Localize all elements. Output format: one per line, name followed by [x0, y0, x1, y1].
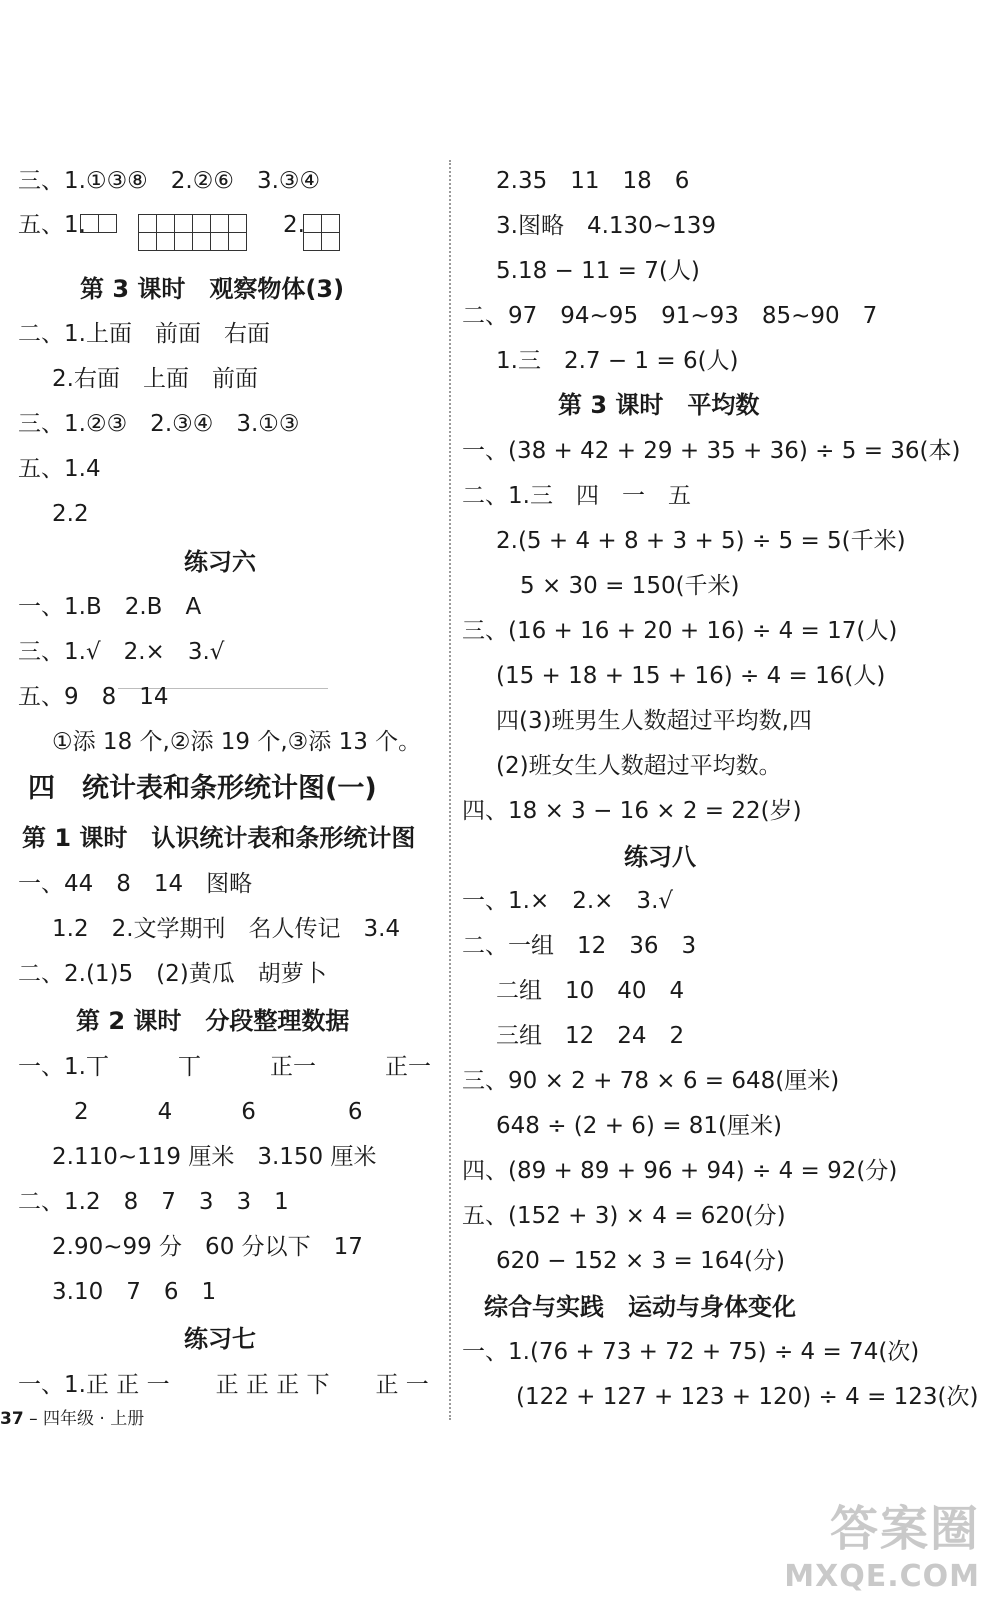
answer-line: 五、(152 + 3) × 4 = 620(分)	[462, 1203, 786, 1229]
answer-line: 三、1.②③ 2.③④ 3.①③	[18, 411, 300, 437]
watermark	[784, 1490, 980, 1594]
lesson-title: 第 1 课时 认识统计表和条形统计图	[22, 824, 416, 852]
answer-line: 2 4 6 6	[74, 1099, 363, 1125]
answer-line: 四、(89 + 89 + 96 + 94) ÷ 4 = 92(分)	[462, 1158, 898, 1184]
answer-line: 2.90~99 分 60 分以下 17	[52, 1234, 363, 1260]
answer-line: 一、1.B 2.B A	[18, 594, 202, 620]
answer-line: 二、一组 12 36 3	[462, 933, 697, 959]
answer-label: 五、1.	[18, 212, 86, 238]
column-divider	[449, 160, 451, 1420]
answer-line: 一、(38 + 42 + 29 + 35 + 36) ÷ 5 = 36(本)	[462, 438, 961, 464]
book-grade: 四年级 · 上册	[42, 1409, 145, 1429]
lesson-title: 第 3 课时 观察物体(3)	[80, 275, 345, 303]
answer-line: 3.图略 4.130~139	[496, 213, 716, 239]
answer-line: (122 + 127 + 123 + 120) ÷ 4 = 123(次)	[516, 1384, 979, 1410]
answer-line: 2.110~119 厘米 3.150 厘米	[52, 1144, 377, 1170]
answer-line: 三、90 × 2 + 78 × 6 = 648(厘米)	[462, 1068, 840, 1094]
answer-line: 一、1.(76 + 73 + 72 + 75) ÷ 4 = 74(次)	[462, 1339, 920, 1365]
answer-line: 三、1.①③⑧ 2.②⑥ 3.③④	[18, 168, 321, 194]
answer-line: 620 − 152 × 3 = 164(分)	[496, 1248, 785, 1274]
activity-title: 综合与实践 运动与身体变化	[484, 1293, 796, 1321]
answer-line: ①添 18 个,②添 19 个,③添 13 个。	[52, 729, 422, 755]
cube-view-diagram	[138, 214, 247, 251]
exercise-title: 练习八	[624, 843, 696, 871]
watermark-logo: 答案圈	[829, 1501, 980, 1557]
answer-line: 一、1.丅 丅 正一 正一	[18, 1054, 431, 1080]
answer-line: 2.(5 + 4 + 8 + 3 + 5) ÷ 5 = 5(千米)	[496, 528, 906, 554]
answer-line: 四、18 × 3 − 16 × 2 = 22(岁)	[462, 798, 802, 824]
answer-line: (2)班女生人数超过平均数。	[496, 753, 782, 779]
answer-line: 五、9 8 14	[18, 684, 169, 710]
exercise-title: 练习六	[184, 548, 256, 576]
answer-line: 四(3)班男生人数超过平均数,四	[496, 708, 812, 734]
answer-line: 2.右面 上面 前面	[52, 366, 258, 392]
answer-line: 一、44 8 14 图略	[18, 871, 253, 897]
answer-line: 五、1.4	[18, 456, 101, 482]
lesson-title: 第 2 课时 分段整理数据	[76, 1007, 350, 1035]
answer-line: 二、1.三 四 一 五	[462, 483, 691, 509]
answer-line: 1.三 2.7 − 1 = 6(人)	[496, 348, 739, 374]
answer-line: 1.2 2.文学期刊 名人传记 3.4	[52, 916, 401, 942]
cube-view-diagram	[303, 214, 340, 251]
answer-line: 5.18 − 11 = 7(人)	[496, 258, 700, 284]
answer-line: 一、1.正 正 一 正 正 正 下 正 一	[18, 1372, 429, 1398]
answer-line: 2.2	[52, 501, 89, 527]
answer-line: 2.35 11 18 6	[496, 168, 690, 194]
answer-line: 3.10 7 6 1	[52, 1279, 217, 1305]
unit-heading: 四 统计表和条形统计图(一)	[28, 773, 377, 804]
footer-dash: –	[29, 1409, 38, 1429]
page-footer	[0, 1408, 144, 1430]
watermark-domain: MXQE.COM	[784, 1559, 980, 1594]
answer-line: 648 ÷ (2 + 6) = 81(厘米)	[496, 1113, 783, 1139]
answer-label: 2.	[283, 212, 305, 238]
cube-view-diagram	[80, 214, 117, 233]
answer-line: 二、1.上面 前面 右面	[18, 321, 270, 347]
lesson-title: 第 3 课时 平均数	[558, 391, 760, 419]
answer-line: 三、(16 + 16 + 20 + 16) ÷ 4 = 17(人)	[462, 618, 898, 644]
answer-line: 二、1.2 8 7 3 3 1	[18, 1189, 289, 1215]
answer-line: 二组 10 40 4	[496, 978, 685, 1004]
answer-line: 三、1.√ 2.× 3.√	[18, 639, 225, 665]
page-number: 37	[0, 1409, 24, 1429]
answer-line: 二、97 94~95 91~93 85~90 7	[462, 303, 878, 329]
answer-line: 一、1.× 2.× 3.√	[462, 888, 674, 914]
answer-line	[18, 210, 86, 240]
answer-line: 三组 12 24 2	[496, 1023, 685, 1049]
answer-line: 二、2.(1)5 (2)黄瓜 胡萝卜	[18, 961, 327, 987]
answer-line: 5 × 30 = 150(千米)	[520, 573, 740, 599]
answer-line: (15 + 18 + 15 + 16) ÷ 4 = 16(人)	[496, 663, 886, 689]
exercise-title: 练习七	[184, 1325, 256, 1353]
